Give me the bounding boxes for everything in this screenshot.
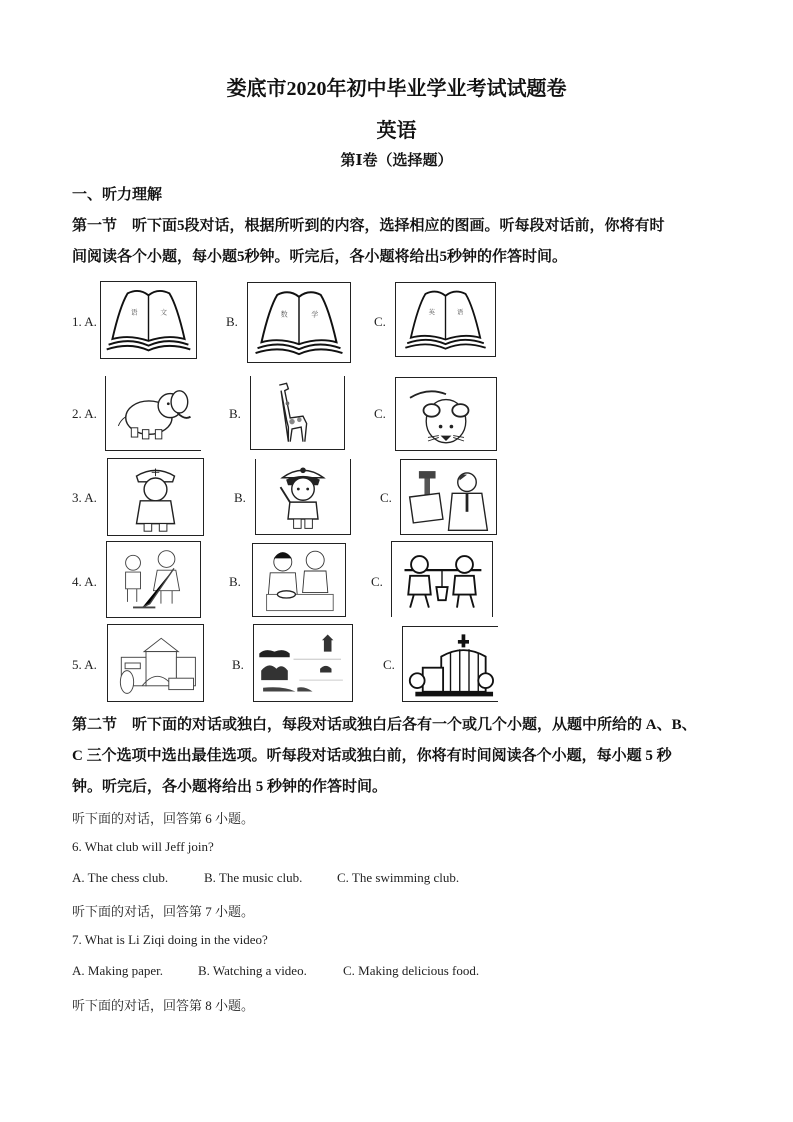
q4-option-a-picture[interactable] <box>106 541 201 618</box>
svg-text:语: 语 <box>130 309 138 317</box>
park-landscape-icon <box>254 625 352 701</box>
q5-option-a-picture[interactable] <box>107 624 204 702</box>
q8-instruction: 听下面的对话，回答第 8 小题。 <box>72 998 255 1013</box>
q1-label: 1. A. <box>72 314 97 329</box>
section2-line2: C 三个选项中选出最佳选项。听每段对话或独白前，你将有时间阅读各个小题，每小题 5 秒 <box>72 748 672 764</box>
volume-title: 第Ⅰ卷（选择题） <box>340 153 453 169</box>
q6-instruction: 听下面的对话，回答第 6 小题。 <box>72 811 255 826</box>
q2-label: 2. A. <box>72 406 97 421</box>
q1-option-b-label: B. <box>226 314 238 329</box>
q7-option-b[interactable]: B. Watching a video. <box>198 963 307 978</box>
q3-label: 3. A. <box>72 490 97 505</box>
q4-label: 4. A. <box>72 574 97 589</box>
police-officer-icon <box>256 459 350 534</box>
q1-option-c-label: C. <box>374 314 386 329</box>
q6-option-c[interactable]: C. The swimming club. <box>337 870 460 885</box>
q3-option-b-picture[interactable] <box>255 459 351 535</box>
q4-option-b-picture[interactable] <box>252 543 346 617</box>
q3-option-a-picture[interactable] <box>107 458 204 536</box>
open-book-icon <box>396 283 495 356</box>
kids-carrying-water-icon <box>392 542 492 617</box>
q4-option-c-label: C. <box>371 574 383 589</box>
school-building-icon <box>108 625 203 701</box>
q1-option-a-picture[interactable] <box>100 281 197 359</box>
q7-question: 7. What is Li Ziqi doing in the video? <box>72 932 268 947</box>
open-book-icon <box>101 282 196 358</box>
kids-sweeping-icon <box>107 542 200 617</box>
q4-option-b-label: B. <box>229 574 241 589</box>
svg-text:学: 学 <box>311 311 319 319</box>
q2-option-c-label: C. <box>374 406 386 421</box>
q7-instruction: 听下面的对话，回答第 7 小题。 <box>72 904 255 919</box>
section2-line1: 第二节 听下面的对话或独白，每段对话或独白后各有一个或几个小题，从题中所给的 A、B、 <box>72 717 697 733</box>
section2-line3: 钟。听完后，各小题将给出 5 秒钟的作答时间。 <box>72 779 388 795</box>
q5-option-b-picture[interactable] <box>253 624 353 702</box>
q5-option-c-picture[interactable] <box>402 626 498 702</box>
q5-option-b-label: B. <box>232 657 244 672</box>
exam-title: 娄底市2020年初中毕业学业考试试题卷 <box>226 78 567 100</box>
hospital-building-icon <box>403 627 498 701</box>
giraffe-icon <box>251 376 344 449</box>
q6-option-a[interactable]: A. The chess club. <box>72 870 169 885</box>
section1-line2: 间阅读各个小题，每小题5秒钟。听完后，各小题将给出5秒钟的作答时间。 <box>72 249 568 265</box>
q2-option-b-label: B. <box>229 406 241 421</box>
q1-option-b-picture[interactable] <box>247 282 351 363</box>
q3-option-c-picture[interactable] <box>400 459 497 535</box>
svg-text:文: 文 <box>160 309 168 317</box>
section1-line1: 第一节 听下面5段对话，根据所听到的内容，选择相应的图画。听每段对话前，你将有时 <box>72 218 665 234</box>
svg-text:语: 语 <box>456 309 464 317</box>
q6-option-b[interactable]: B. The music club. <box>204 870 303 885</box>
open-book-icon <box>248 283 350 362</box>
q2-option-a-picture[interactable] <box>105 376 201 451</box>
q1-option-c-picture[interactable] <box>395 282 496 357</box>
mouse-icon <box>396 378 496 450</box>
part-heading: 一、听力理解 <box>72 187 163 203</box>
q3-option-b-label: B. <box>234 490 246 505</box>
subject-title: 英语 <box>376 120 417 142</box>
q6-question: 6. What club will Jeff join? <box>72 839 214 854</box>
kids-cooking-icon <box>253 544 345 616</box>
svg-text:数: 数 <box>280 311 288 319</box>
q7-option-c[interactable]: C. Making delicious food. <box>343 963 480 978</box>
q7-option-a[interactable]: A. Making paper. <box>72 963 163 978</box>
doctor-icon <box>108 459 203 535</box>
elephant-icon <box>106 376 201 450</box>
q2-option-b-picture[interactable] <box>250 376 345 450</box>
q4-option-c-picture[interactable] <box>391 541 493 617</box>
q2-option-c-picture[interactable] <box>395 377 497 451</box>
scientist-microscope-icon <box>401 460 496 534</box>
q5-label: 5. A. <box>72 657 97 672</box>
svg-text:英: 英 <box>428 309 436 317</box>
q5-option-c-label: C. <box>383 657 395 672</box>
q3-option-c-label: C. <box>380 490 392 505</box>
